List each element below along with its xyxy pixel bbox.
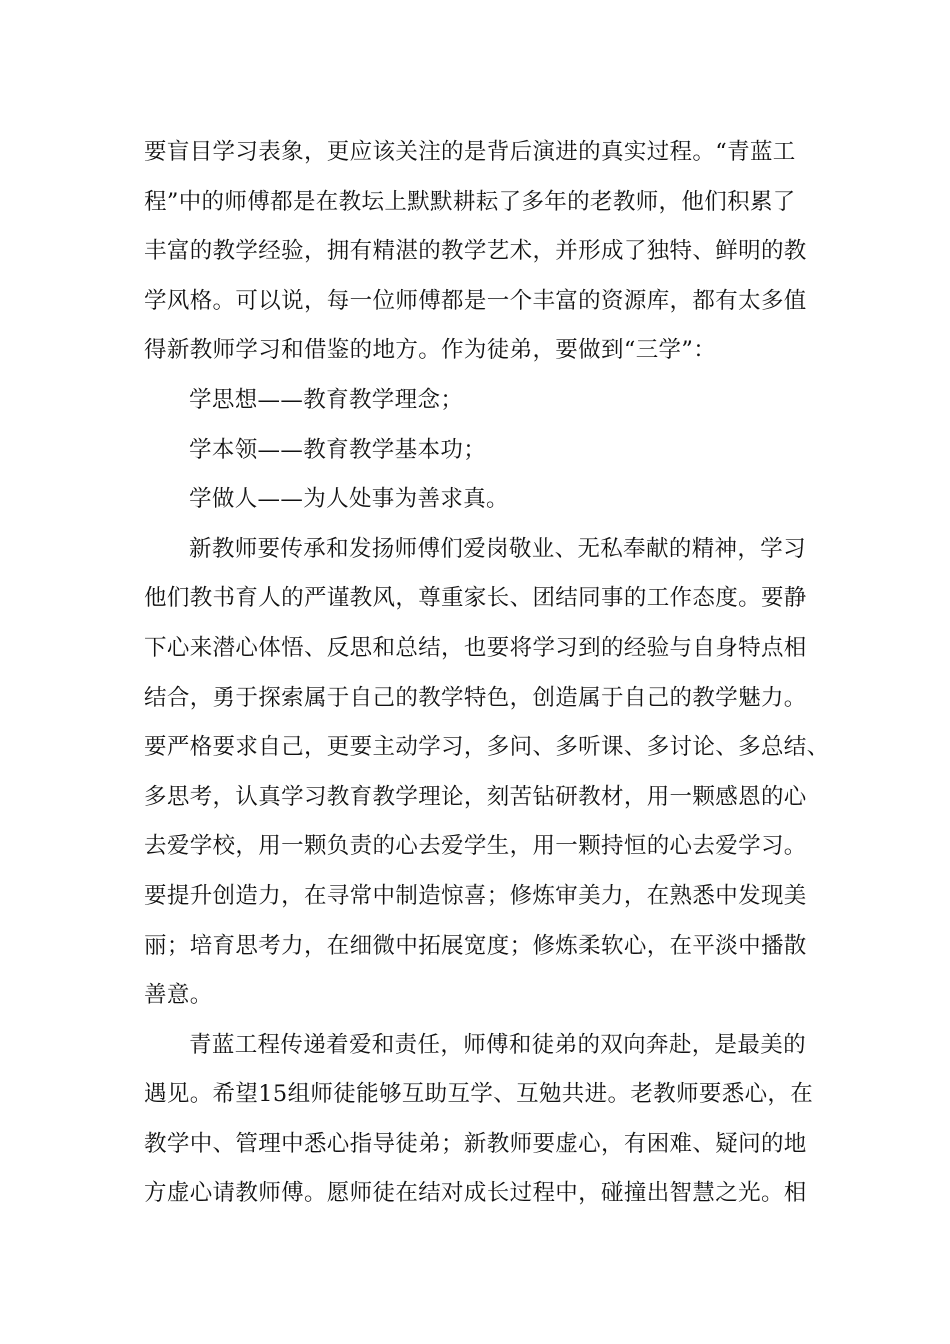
text-line: 多思考，认真学习教育教学理论，刻苦钻研教材，用一颗感恩的心 [144,783,807,810]
body-text [144,128,834,1219]
text-line: 方虚心请教师傅。愿师徒在结对成长过程中，碰撞出智慧之光。相 [144,1180,807,1207]
text-line: 下心来潜心体悟、反思和总结，也要将学习到的经验与自身特点相 [144,634,807,661]
text-line: 要盲目学习表象，更应该关注的是背后演进的真实过程。“青蓝工 [144,139,796,165]
text-line: 结合，勇于探索属于自己的教学特色，创造属于自己的教学魅力。 [144,684,807,711]
text-line: 学思想——教育教学理念； [189,386,464,413]
text-line: 得新教师学习和借鉴的地方。作为徒弟，要做到“三学”： [144,337,717,364]
text-line: 遇见。希望15组师徒能够互助互学、互勉共进。老教师要悉心，在 [144,1081,814,1108]
text-line: 丽；培育思考力，在细微中拓展宽度；修炼柔软心，在平淡中播散 [144,932,807,959]
text-line: 去爱学校，用一颗负责的心去爱学生，用一颗持恒的心去爱学习。 [144,833,807,860]
text-line: 他们教书育人的严谨教风，尊重家长、团结同事的工作态度。要静 [144,585,807,612]
text-line: 要严格要求自己，更要主动学习，多问、多听课、多讨论、多总结、 [144,734,830,761]
text-line: 青蓝工程传递着爱和责任，师傅和徒弟的双向奔赴，是最美的 [189,1031,806,1058]
text-line: 学本领——教育教学基本功； [189,436,487,463]
text-line: 教学中、管理中悉心指导徒弟；新教师要虚心，有困难、疑问的地 [144,1130,807,1157]
text-line: 要提升创造力，在寻常中制造惊喜；修炼审美力，在熟悉中发现美 [144,882,807,909]
text-line: 程”中的师傅都是在教坛上默默耕耘了多年的老教师，他们积累了 [144,188,796,215]
text-line: 丰富的教学经验，拥有精湛的教学艺术，并形成了独特、鲜明的教 [144,238,807,265]
text-line: 新教师要传承和发扬师傅们爱岗敬业、无私奉献的精神，学习 [189,535,806,562]
text-line: 善意。 [144,982,213,1009]
text-line: 学做人——为人处事为善求真。 [189,486,509,513]
text-line: 学风格。可以说，每一位师傅都是一个丰富的资源库，都有太多值 [144,287,807,314]
